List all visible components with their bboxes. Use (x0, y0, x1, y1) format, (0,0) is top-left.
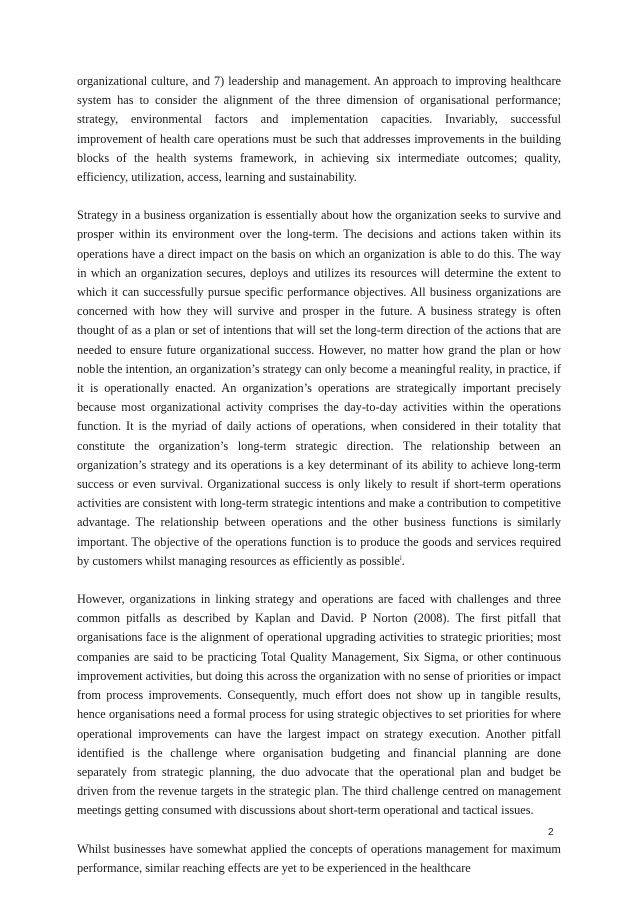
paragraph-4: Whilst businesses have somewhat applied the concepts of operations management for maximum performance, similar reaching effects are yet to be experienced in the healthcare (77, 841, 561, 875)
paragraph-3: However, organizations in linking strategy and operations are faced with challenges and three common pitfalls as described by Kaplan and David. P Norton (2008). The first pitfall that organisations face is the alignment of operational upgrading activities to strategic priorities; most companies are said to be practicing Total Quality Management, Six Sigma, or other continuous improvement activities, but doing this across the organization with no sense of priorities or impact from process improvements. Consequently, much effort does not show up in tangible results, hence organisations need a formal process for using strategic objectives to set priorities for where operational improvements can have the largest impact on strategy execution. Another pitfall identified is the challenge where organisation budgeting and financial planning are done separately from strategic planning, the duo advocate that the operational plan and budget be driven from the revenue targets in the strategic plan. The third challenge centred on management meetings getting consumed with discussions about short-term operational and tactical issues. (77, 592, 561, 818)
page-number: 2 (548, 827, 554, 838)
body-text (77, 72, 561, 878)
paragraph-2-end: . (401, 553, 405, 568)
paragraph-2-text: Strategy in a business organization is essentially about how the organization seeks to survive and prosper within its environment over the long-term. The decisions and actions taken within its operations have a direct impact on the basis on which an organization is able to do this. The way in which an organization secures, deploys and utilizes its resources will determine the extent to which it can successfully pursue specific performance objectives. All business organizations are concerned with how they will survive and prosper in the future. A business strategy is often thought of as a plan or set of intentions that will set the long-term direction of the actions that are needed to ensure future organizational success. However, no matter how grand the plan or how noble the intention, an organization’s strategy can only become a meaningful reality, in practice, if it is operationally enacted. An organization’s operations are strategically important precisely because most organizational activity comprises the day-to-day activities within the operations function. It is the myriad of daily actions of operations, when considered in their totality that constitute the organization’s long-term strategic direction. The relationship between an organization’s strategy and its operations is a key determinant of its ability to achieve long-term success or even survival. Organizational success is only likely to result if short-term operations activities are consistent with long-term strategic intentions and make a contribution to competitive advantage. The relationship between operations and the other business functions is similarly important. The objective of the operations function is to produce the goods and services required by customers whilst managing resources as efficiently as possible (77, 208, 561, 568)
paragraph-1: organizational culture, and 7) leadership and management. An approach to improving healthcare system has to consider the alignment of the three dimension of organisational performance; strategy, environmental factors and implementation capacities. Invariably, successful improvement of health care operations must be such that addresses improvements in the building blocks of the health systems framework, in achieving six intermediate outcomes; quality, efficiency, utilization, access, learning and sustainability. (77, 74, 561, 185)
footnote-marker: i (399, 553, 402, 562)
paragraph-2 (77, 206, 561, 571)
